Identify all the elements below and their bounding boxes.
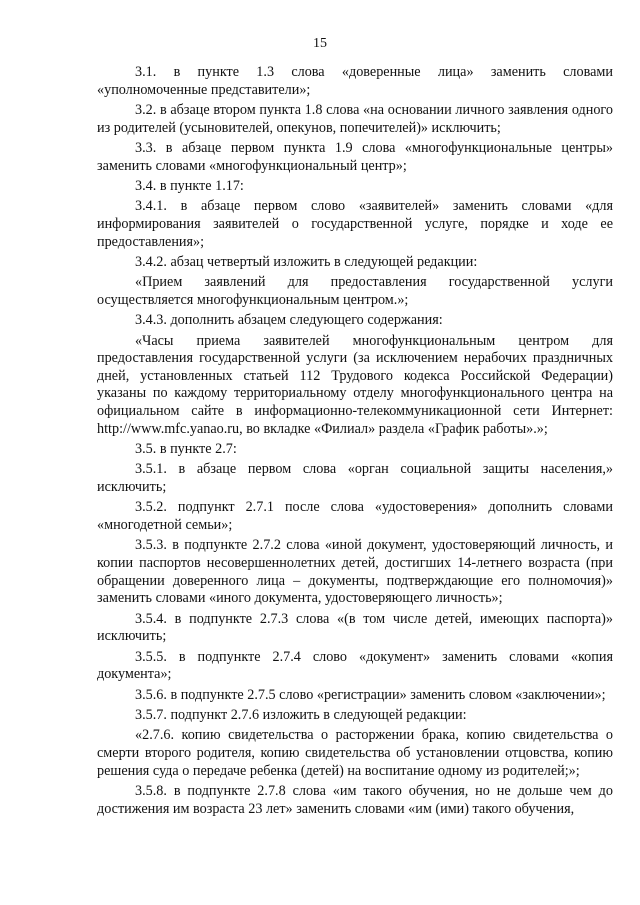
paragraph-3-5-4: 3.5.4. в подпункте 2.7.3 слова «(в том числе детей, имеющих паспорта)» исключить; (97, 610, 613, 645)
paragraph-3-5-8: 3.5.8. в подпункте 2.7.8 слова «им такого обучения, но не дольше чем до достижения им возраста 23 лет» заменить словами «им (ими) такого обучения, (97, 782, 613, 817)
paragraph-3-5-7-quote: «2.7.6. копию свидетельства о расторжении брака, копию свидетельства о смерти второго родителя, копию свидетельства об установлении отцовства, копию решения суда о передаче ребенка (детей) на воспитание одному из родителей;»; (97, 727, 613, 779)
paragraph-3-4-2-quote: «Прием заявлений для предоставления государственной услуги осуществляется многофункциональным центром.»; (97, 274, 613, 308)
page-number: 15 (313, 36, 327, 51)
paragraph-3-2: 3.2. в абзаце втором пункта 1.8 слова «на основании личного заявления одного из родителей (усыновителей, опекунов, попечителей)» исключить; (97, 101, 613, 136)
paragraph-3-3: 3.3. в абзаце первом пункта 1.9 слова «многофункциональные центры» заменить словами «многофункциональный центр»; (97, 139, 613, 174)
paragraph-3-4-1: 3.4.1. в абзаце первом слово «заявителей» заменить словами «для информирования заявителей о государственной услуге, порядке и ходе ее предоставления»; (97, 198, 613, 250)
paragraph-3-5-1: 3.5.1. в абзаце первом слова «орган социальной защиты населения,» исключить; (97, 461, 613, 496)
paragraph-3-4-3-quote: «Часы приема заявителей многофункциональным центром для предоставления государственной услуги (за исключением нерабочих праздничных дней, установленных статьей 112 Трудового кодекса Российской Федерации) указаны по каждому территориальному отделу многофункционального центра на официальном сайте в информационно-телекоммуникационной сети Интернет: http://www.mfc.yanao.ru, во вкладке «Филиал» раздела «График работы».»; (97, 332, 613, 437)
paragraph-3-5-6: 3.5.6. в подпункте 2.7.5 слово «регистрации» заменить словом «заключении»; (135, 686, 606, 703)
paragraph-3-4-2: 3.4.2. абзац четвертый изложить в следующей редакции: (135, 253, 478, 270)
paragraph-3-5-2: 3.5.2. подпункт 2.7.1 после слова «удостоверения» дополнить словами «многодетной семьи»; (97, 499, 613, 534)
paragraph-3-5-3: 3.5.3. в подпункте 2.7.2 слова «иной документ, удостоверяющий личность, и копии паспортов несовершеннолетних детей, достигших 14-летнего возраста (при обращении доверенного лица – документы, подтверждающие его полномочия)» заменить словами «иного документа, удостоверяющего личность»; (97, 537, 613, 607)
paragraph-3-4: 3.4. в пункте 1.17: (135, 177, 244, 194)
paragraph-3-5: 3.5. в пункте 2.7: (135, 441, 237, 458)
paragraph-3-5-5: 3.5.5. в подпункте 2.7.4 слово «документ» заменить словами «копия документа»; (97, 648, 613, 683)
paragraph-3-1: 3.1. в пункте 1.3 слова «доверенные лица» заменить словами «уполномоченные представители»; (97, 64, 613, 98)
paragraph-3-5-7: 3.5.7. подпункт 2.7.6 изложить в следующей редакции: (135, 706, 467, 723)
document-body (97, 64, 613, 821)
paragraph-3-4-3: 3.4.3. дополнить абзацем следующего содержания: (135, 312, 443, 329)
